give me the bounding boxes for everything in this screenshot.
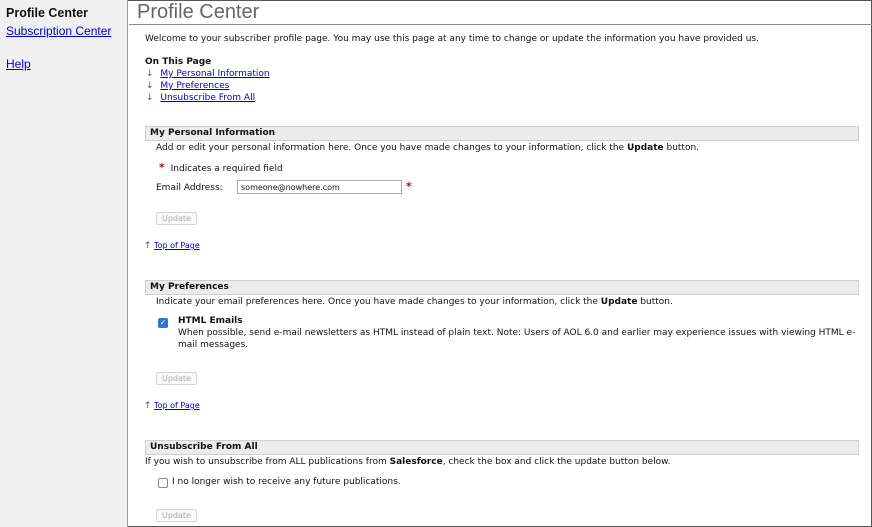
- anchor-link-personal-information[interactable]: My Personal Information: [160, 69, 270, 79]
- html-emails-checkbox[interactable]: ✓: [159, 318, 167, 327]
- arrow-down-icon: ↓: [146, 93, 154, 103]
- email-label: Email Address:: [156, 183, 223, 193]
- anchor-link-preferences[interactable]: My Preferences: [160, 81, 230, 91]
- section-title: My Preferences: [150, 282, 229, 292]
- sidebar-link-help[interactable]: Help: [6, 57, 31, 71]
- welcome-text: Welcome to your subscriber profile page. You may use this page at any time to change or update the information you have provided us.: [145, 34, 759, 44]
- section-header-personal-information: [145, 126, 859, 141]
- anchor-link-unsubscribe[interactable]: Unsubscribe From All: [160, 93, 256, 103]
- arrow-up-icon: ↑: [144, 241, 152, 251]
- html-emails-description: When possible, send e-mail newsletters as HTML instead of plain text. Note: Users of AOL 6.0 and earlier may experience issues with viewing HTML e-: [178, 328, 856, 338]
- on-this-page-item: [146, 69, 270, 79]
- section-title: Unsubscribe From All: [150, 442, 258, 452]
- on-this-page-item: [146, 93, 255, 103]
- email-field[interactable]: [237, 180, 402, 194]
- arrow-down-icon: ↓: [146, 69, 154, 79]
- title-divider: [129, 24, 872, 25]
- unsubscribe-all-checkbox[interactable]: [158, 478, 168, 488]
- update-personal-button[interactable]: Update: [156, 212, 197, 225]
- html-emails-description-cont: mail messages.: [178, 340, 249, 350]
- unsubscribe-all-label: I no longer wish to receive any future publications.: [172, 477, 401, 487]
- page-title: Profile Center: [137, 1, 260, 23]
- update-preferences-button[interactable]: Update: [156, 372, 197, 385]
- sidebar-title: Profile Center: [6, 6, 88, 20]
- sidebar: [0, 0, 128, 527]
- on-this-page-item: [146, 81, 229, 91]
- personal-intro: Add or edit your personal information here. Once you have made changes to your information, click the Update button.: [156, 143, 700, 153]
- top-of-page-link[interactable]: Top of Page: [154, 241, 200, 250]
- sidebar-link-subscription-center[interactable]: Subscription Center: [6, 24, 112, 38]
- unsubscribe-intro: If you wish to unsubscribe from ALL publications from Salesforce, check the box and click the update button below.: [145, 457, 671, 467]
- top-of-page-link-row: [144, 241, 200, 251]
- top-of-page-link-row: [144, 401, 200, 411]
- preferences-intro: Indicate your email preferences here. Once you have made changes to your information, click the Update button.: [156, 297, 673, 307]
- arrow-up-icon: ↑: [144, 401, 152, 411]
- on-this-page-heading: On This Page: [145, 57, 212, 67]
- html-emails-title: HTML Emails: [178, 316, 243, 326]
- top-of-page-link[interactable]: Top of Page: [154, 401, 200, 410]
- main-content: [129, 0, 872, 527]
- section-header-preferences: [145, 280, 859, 295]
- update-unsubscribe-button[interactable]: Update: [156, 509, 197, 522]
- section-header-unsubscribe: [145, 440, 859, 455]
- required-note: * Indicates a required field: [159, 161, 283, 174]
- section-title: My Personal Information: [150, 128, 276, 138]
- arrow-down-icon: ↓: [146, 81, 154, 91]
- required-asterisk-icon: *: [406, 180, 412, 193]
- required-asterisk-icon: *: [159, 161, 165, 174]
